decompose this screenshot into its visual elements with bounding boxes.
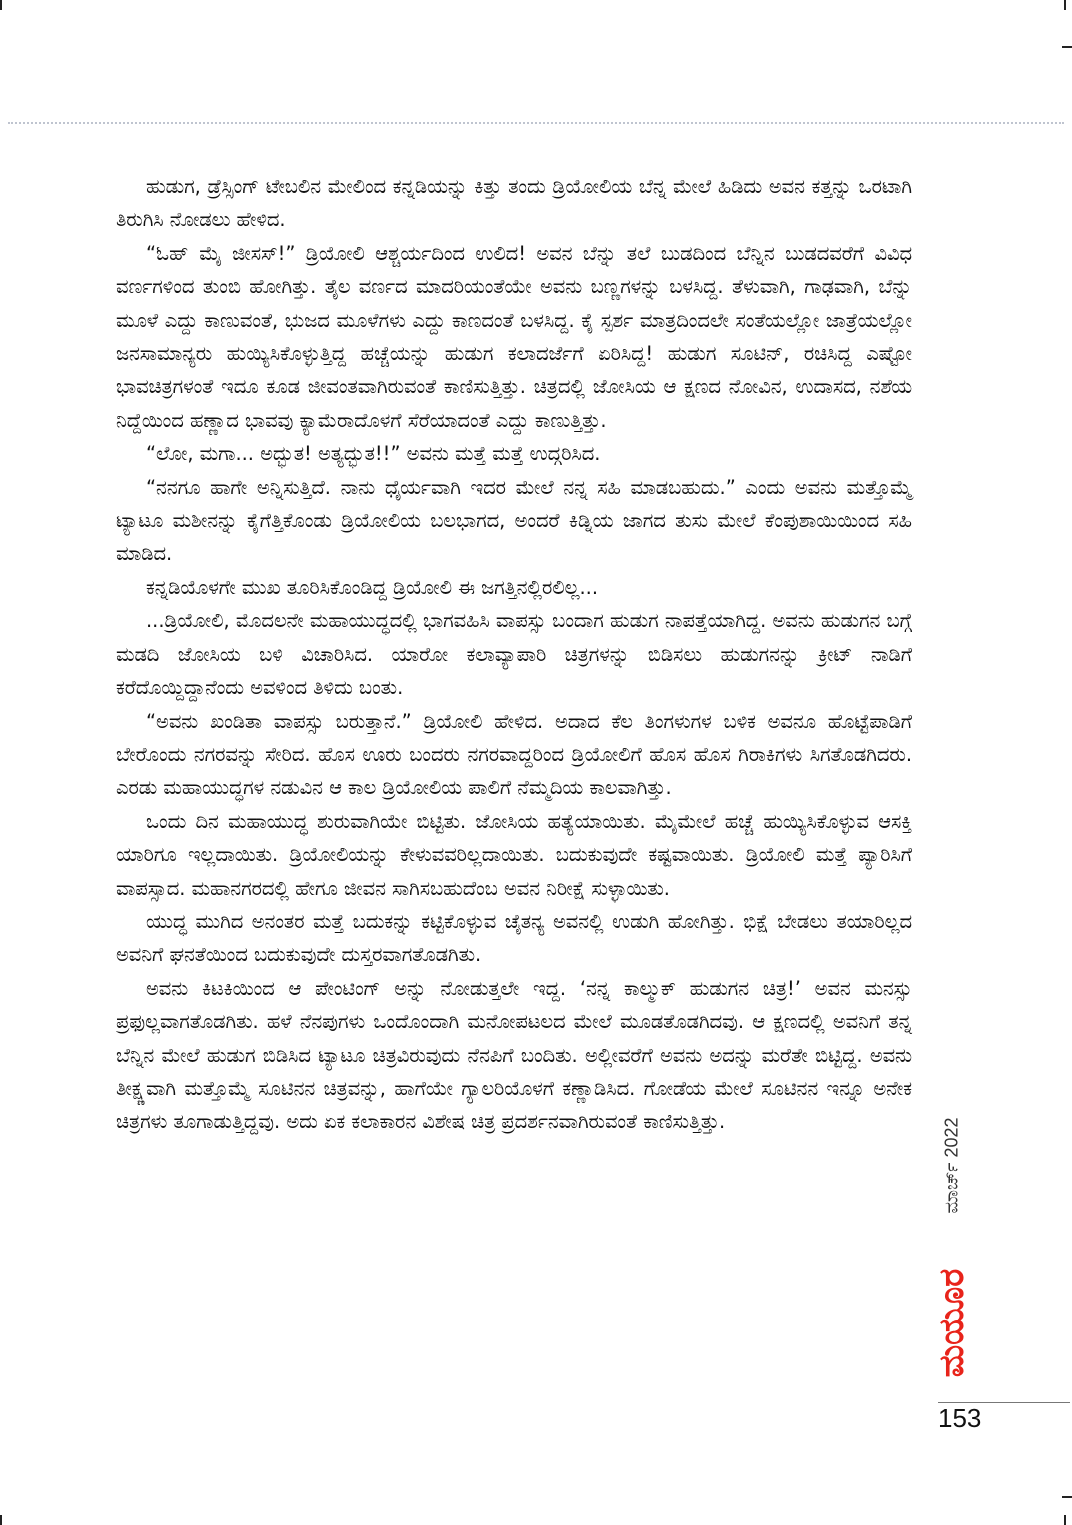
- crop-mark-bottom-left: [0, 1515, 2, 1525]
- paragraph: ಹುಡುಗ, ಡ್ರೆಸ್ಸಿಂಗ್ ಟೇಬಲಿನ ಮೇಲಿಂದ ಕನ್ನಡಿಯನ್ನು ಕಿತ್ತು ತಂದು ಡ್ರಿಯೋಲಿಯ ಬೆನ್ನ ಮೇಲೆ ಹಿಡಿದು ಅವನ ಕತ್ತನ್ನು ಒರಟಾಗಿ ತಿರುಗಿಸಿ ನೋಡಲು ಹೇಳಿದ.: [116, 175, 912, 232]
- crop-mark-right-lower: [1062, 1496, 1072, 1498]
- paragraph: ಅವನು ಕಿಟಕಿಯಿಂದ ಆ ಪೇಂಟಿಂಗ್ ಅನ್ನು ನೋಡುತ್ತಲೇ ಇದ್ದ. ‘ನನ್ನ ಕಾಲ್ಮುಕ್ ಹುಡುಗನ ಚಿತ್ರ!’ ಅವನ ಮನಸ್ಸು ಪ್ರಫುಲ್ಲವಾಗತೊಡಗಿತು. ಹಳೆ ನೆನಪುಗಳು ಒಂದೊಂದಾಗಿ ಮನೋಪಟಲದ ಮೇಲೆ ಮೂಡತೊಡಗಿದವು. ಆ ಕ್ಷಣದಲ್ಲಿ ಅವನಿಗೆ ತನ್ನ ಬೆನ್ನಿನ ಮೇಲೆ ಹುಡುಗ ಬಿಡಿಸಿದ ಟ್ಯಾಟೂ ಚಿತ್ರವಿರುವುದು ನೆನಪಿಗೆ ಬಂದಿತು. ಅಲ್ಲೀವರೆಗೆ ಅವನು ಅದನ್ನು ಮರೆತೇ ಬಿಟ್ಟಿದ್ದ. ಅವನು ತೀಕ್ಷ್ಣವಾಗಿ ಮತ್ತೊಮ್ಮೆ ಸೂಟಿನನ ಚಿತ್ರವನ್ನು, ಹಾಗೆಯೇ ಗ್ಯಾಲರಿಯೊಳಗೆ ಕಣ್ಣಾಡಿಸಿದ. ಗೋಡೆಯ ಮೇಲೆ ಸೂಟಿನನ ಇನ್ನೂ ಅನೇಕ ಚಿತ್ರಗಳು ತೂಗಾಡುತ್ತಿದ್ದವು. ಅದು ಏಕ ಕಲಾಕಾರನ ವಿಶೇಷ ಚಿತ್ರ ಪ್ರದರ್ಶನವಾಗಿರುವಂತೆ ಕಾಣಿಸುತ್ತಿತ್ತು.: [116, 976, 912, 1134]
- issue-date-text: ಮಾರ್ಚ್ 2022: [941, 1117, 962, 1213]
- crop-mark-right-upper: [1062, 46, 1072, 48]
- paragraph: “ಓಹ್ ಮೈ ಜೀಸಸ್!” ಡ್ರಿಯೋಲಿ ಆಶ್ಚರ್ಯದಿಂದ ಉಲಿದ! ಅವನ ಬೆನ್ನು ತಲೆ ಬುಡದಿಂದ ಬೆನ್ನಿನ ಬುಡದವರೆಗೆ ವಿವಿಧ ವರ್ಣಗಳಿಂದ ತುಂಬಿ ಹೋಗಿತ್ತು. ತೈಲ ವರ್ಣದ ಮಾದರಿಯಂತೆಯೇ ಅವನು ಬಣ್ಣಗಳನ್ನು ಬಳಸಿದ್ದ. ತೆಳುವಾಗಿ, ಗಾಢವಾಗಿ, ಬೆನ್ನು ಮೂಳೆ ಎದ್ದು ಕಾಣುವಂತೆ, ಭುಜದ ಮೂಳೆಗಳು ಎದ್ದು ಕಾಣದಂತೆ ಬಳಸಿದ್ದ. ಕೈ ಸ್ಪರ್ಶ ಮಾತ್ರದಿಂದಲೇ ಸಂತೆಯಲ್ಲೋ ಜಾತ್ರೆಯಲ್ಲೋ ಜನಸಾಮಾನ್ಯರು ಹುಯ್ಯಿಸಿಕೊಳ್ಳುತ್ತಿದ್ದ ಹಚ್ಚೆಯನ್ನು ಹುಡುಗ ಕಲಾದರ್ಜೆಗೆ ಏರಿಸಿದ್ದ! ಹುಡುಗ ಸೂಟಿನ್, ರಚಿಸಿದ್ದ ಎಷ್ಟೋ ಭಾವಚಿತ್ರಗಳಂತೆ ಇದೂ ಕೂಡ ಜೀವಂತವಾಗಿರುವಂತೆ ಕಾಣಿಸುತ್ತಿತ್ತು. ಚಿತ್ರದಲ್ಲಿ ಜೋಸಿಯ ಆ ಕ್ಷಣದ ನೋವಿನ, ಉದಾಸದ, ನಶೆಯ ನಿದ್ದೆಯಿಂದ ಹಣ್ಣಾದ ಭಾವವು ಕ್ಯಾಮೆರಾದೊಳಗೆ ಸೆರೆಯಾದಂತೆ ಎದ್ದು ಕಾಣುತ್ತಿತ್ತು.: [116, 241, 912, 432]
- crop-mark-top-right: [1064, 0, 1066, 10]
- header-dotted-rule: [8, 122, 1064, 124]
- paragraph: ಕನ್ನಡಿಯೊಳಗೇ ಮುಖ ತೂರಿಸಿಕೊಂಡಿದ್ದ ಡ್ರಿಯೋಲಿ ಈ ಜಗತ್ತಿನಲ್ಲಿರಲಿಲ್ಲ...: [146, 575, 598, 599]
- paragraph: “ನನಗೂ ಹಾಗೇ ಅನ್ನಿಸುತ್ತಿದೆ. ನಾನು ಧೈರ್ಯವಾಗಿ ಇದರ ಮೇಲೆ ನನ್ನ ಸಹಿ ಮಾಡಬಹುದು.” ಎಂದು ಅವನು ಮತ್ತೊಮ್ಮೆ ಟ್ಯಾಟೂ ಮಶೀನನ್ನು ಕೈಗೆತ್ತಿಕೊಂಡು ಡ್ರಿಯೋಲಿಯ ಬಲಭಾಗದ, ಅಂದರೆ ಕಿಡ್ನಿಯ ಜಾಗದ ತುಸು ಮೇಲೆ ಕೆಂಪುಶಾಯಿಯಿಂದ ಸಹಿ ಮಾಡಿದ.: [116, 475, 912, 566]
- magazine-logo-text: ಮಯೂರ: [932, 1268, 972, 1378]
- paragraph: “ಅವನು ಖಂಡಿತಾ ವಾಪಸ್ಸು ಬರುತ್ತಾನೆ.” ಡ್ರಿಯೋಲಿ ಹೇಳಿದ. ಅದಾದ ಕೆಲ ತಿಂಗಳುಗಳ ಬಳಿಕ ಅವನೂ ಹೊಟ್ಟೆಪಾಡಿಗೆ ಬೇರೊಂದು ನಗರವನ್ನು ಸೇರಿದ. ಹೊಸ ಊರು ಬಂದರು ನಗರವಾದ್ದರಿಂದ ಡ್ರಿಯೋಲಿಗೆ ಹೊಸ ಹೊಸ ಗಿರಾಕಿಗಳು ಸಿಗತೊಡಗಿದರು. ಎರಡು ಮಹಾಯುದ್ಧಗಳ ನಡುವಿನ ಆ ಕಾಲ ಡ್ರಿಯೋಲಿಯ ಪಾಲಿಗೆ ನೆಮ್ಮದಿಯ ಕಾಲವಾಗಿತ್ತು.: [116, 709, 912, 800]
- page-number: 153: [938, 1403, 982, 1433]
- running-side-header: [932, 1090, 972, 1400]
- paragraph: ಒಂದು ದಿನ ಮಹಾಯುದ್ಧ ಶುರುವಾಗಿಯೇ ಬಿಟ್ಟಿತು. ಜೋಸಿಯ ಹತ್ಯೆಯಾಯಿತು. ಮೈಮೇಲೆ ಹಚ್ಚೆ ಹುಯ್ಯಿಸಿಕೊಳ್ಳುವ ಆಸಕ್ತಿ ಯಾರಿಗೂ ಇಲ್ಲದಾಯಿತು. ಡ್ರಿಯೋಲಿಯನ್ನು ಕೇಳುವವರಿಲ್ಲದಾಯಿತು. ಬದುಕುವುದೇ ಕಷ್ಟವಾಯಿತು. ಡ್ರಿಯೋಲಿ ಮತ್ತೆ ಪ್ಯಾರಿಸಿಗೆ ವಾಪಸ್ಸಾದ. ಮಹಾನಗರದಲ್ಲಿ ಹೇಗೂ ಜೀವನ ಸಾಗಿಸಬಹುದೆಂಬ ಅವನ ನಿರೀಕ್ಷೆ ಸುಳ್ಳಾಯಿತು.: [116, 809, 912, 900]
- paragraph: ...ಡ್ರಿಯೋಲಿ, ಮೊದಲನೇ ಮಹಾಯುದ್ಧದಲ್ಲಿ ಭಾಗವಹಿಸಿ ವಾಪಸ್ಸು ಬಂದಾಗ ಹುಡುಗ ನಾಪತ್ತೆಯಾಗಿದ್ದ. ಅವನು ಹುಡುಗನ ಬಗ್ಗೆ ಮಡದಿ ಜೋಸಿಯ ಬಳಿ ವಿಚಾರಿಸಿದ. ಯಾರೋ ಕಲಾವ್ಯಾಪಾರಿ ಚಿತ್ರಗಳನ್ನು ಬಿಡಿಸಲು ಹುಡುಗನನ್ನು ಕ್ರೀಟ್ ನಾಡಿಗೆ ಕರೆದೊಯ್ದಿದ್ದಾನೆಂದು ಅವಳಿಂದ ತಿಳಿದು ಬಂತು.: [116, 609, 912, 700]
- paragraph: “ಲೋ, ಮಗಾ... ಅದ್ಭುತ! ಅತ್ಯದ್ಭುತ!!” ಅವನು ಮತ್ತೆ ಮತ್ತೆ ಉದ್ಗರಿಸಿದ.: [146, 442, 601, 466]
- crop-mark-bottom-right: [1064, 1515, 1066, 1525]
- article-body: [116, 170, 912, 1139]
- paragraph: ಯುದ್ಧ ಮುಗಿದ ಅನಂತರ ಮತ್ತೆ ಬದುಕನ್ನು ಕಟ್ಟಿಕೊಳ್ಳುವ ಚೈತನ್ಯ ಅವನಲ್ಲಿ ಉಡುಗಿ ಹೋಗಿತ್ತು. ಭಿಕ್ಷೆ ಬೇಡಲು ತಯಾರಿಲ್ಲದ ಅವನಿಗೆ ಘನತೆಯಿಂದ ಬದುಕುವುದೇ ದುಸ್ತರವಾಗತೊಡಗಿತು.: [116, 909, 912, 967]
- issue-date: [932, 1090, 972, 1240]
- magazine-logo: [932, 1248, 972, 1398]
- crop-mark-top-left: [0, 0, 2, 10]
